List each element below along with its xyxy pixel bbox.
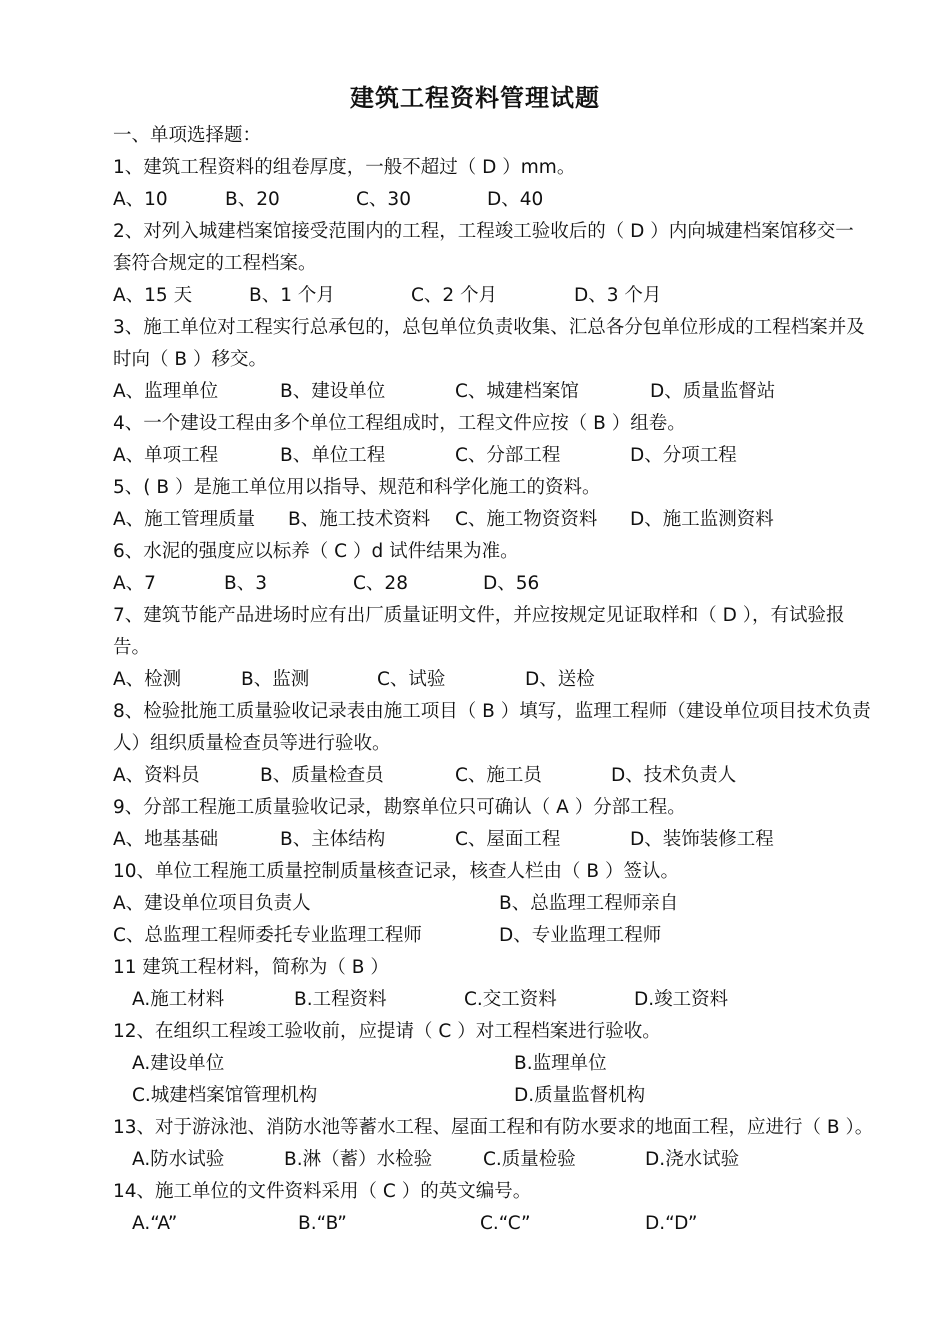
q6-option-a: A、7 xyxy=(113,573,156,594)
q14-option-c: C.“C” xyxy=(480,1213,531,1234)
q7-option-b: B、监测 xyxy=(241,669,310,690)
q4-option-d: D、分项工程 xyxy=(630,445,737,466)
q7-option-d: D、送检 xyxy=(525,669,595,690)
q13-option-c: C.质量检验 xyxy=(483,1149,576,1170)
question-2-text: 2、对列入城建档案馆接受范围内的工程，工程竣工验收后的（ D ）内向城建档案馆移交一 xyxy=(113,221,854,242)
q2-option-a: A、15 天 xyxy=(113,285,193,306)
question-3-text-cont: 时向（ B ）移交。 xyxy=(113,349,267,370)
question-2-text-cont: 套符合规定的工程档案。 xyxy=(113,253,317,274)
q4-option-c: C、分部工程 xyxy=(455,445,561,466)
q4-option-b: B、单位工程 xyxy=(280,445,386,466)
q11-option-c: C.交工资料 xyxy=(464,989,557,1010)
q12-option-c: C.城建档案馆管理机构 xyxy=(132,1085,318,1106)
q1-option-d: D、40 xyxy=(487,189,544,210)
question-11-text: 11 建筑工程材料，简称为（ B ） xyxy=(113,957,389,978)
q2-option-d: D、3 个月 xyxy=(574,285,662,306)
question-6-text: 6、水泥的强度应以标养（ C ）d 试件结果为准。 xyxy=(113,541,519,562)
question-7-text-cont: 告。 xyxy=(113,637,151,658)
question-7-text: 7、建筑节能产品进场时应有出厂质量证明文件，并应按规定见证取样和（ D ），有试验报 xyxy=(113,605,845,626)
q11-option-a: A.施工材料 xyxy=(132,989,225,1010)
question-8-text-cont: 人）组织质量检查员等进行验收。 xyxy=(113,733,391,754)
q3-option-a: A、监理单位 xyxy=(113,381,219,402)
q6-option-c: C、28 xyxy=(353,573,408,594)
q10-option-b: B、总监理工程师亲自 xyxy=(499,893,679,914)
q14-option-b: B.“B” xyxy=(298,1213,347,1234)
q8-option-b: B、质量检查员 xyxy=(260,765,384,786)
q5-option-a: A、施工管理质量 xyxy=(113,509,256,530)
q10-option-c: C、总监理工程师委托专业监理工程师 xyxy=(113,925,422,946)
q10-option-d: D、专业监理工程师 xyxy=(499,925,662,946)
q2-option-b: B、1 个月 xyxy=(249,285,335,306)
q13-option-a: A.防水试验 xyxy=(132,1149,225,1170)
q2-option-c: C、2 个月 xyxy=(411,285,498,306)
q5-option-d: D、施工监测资料 xyxy=(630,509,774,530)
question-5-text: 5、( B ）是施工单位用以指导、规范和科学化施工的资料。 xyxy=(113,477,601,498)
question-3-text: 3、施工单位对工程实行总承包的，总包单位负责收集、汇总各分包单位形成的工程档案并及 xyxy=(113,317,865,338)
q1-option-b: B、20 xyxy=(225,189,280,210)
q11-option-d: D.竣工资料 xyxy=(634,989,729,1010)
question-14-text: 14、施工单位的文件资料采用（ C ）的英文编号。 xyxy=(113,1181,532,1202)
question-4-text: 4、一个建设工程由多个单位工程组成时，工程文件应按（ B ）组卷。 xyxy=(113,413,686,434)
q9-option-b: B、主体结构 xyxy=(280,829,386,850)
q8-option-a: A、资料员 xyxy=(113,765,200,786)
q1-option-a: A、10 xyxy=(113,189,168,210)
q10-option-a: A、建设单位项目负责人 xyxy=(113,893,311,914)
q4-option-a: A、单项工程 xyxy=(113,445,219,466)
q7-option-a: A、检测 xyxy=(113,669,182,690)
question-9-text: 9、分部工程施工质量验收记录，勘察单位只可确认（ A ）分部工程。 xyxy=(113,797,686,818)
question-8-text: 8、检验批施工质量验收记录表由施工项目（ B ）填写，监理工程师（建设单位项目技术负责 xyxy=(113,701,871,722)
question-13-text: 13、对于游泳池、消防水池等蓄水工程、屋面工程和有防水要求的地面工程，应进行（ B ）。 xyxy=(113,1117,874,1138)
q8-option-c: C、施工员 xyxy=(455,765,542,786)
q14-option-d: D.“D” xyxy=(645,1213,698,1234)
q14-option-a: A.“A” xyxy=(132,1213,178,1234)
question-12-text: 12、在组织工程竣工验收前，应提请（ C ）对工程档案进行验收。 xyxy=(113,1021,661,1042)
q8-option-d: D、技术负责人 xyxy=(611,765,737,786)
q9-option-a: A、地基基础 xyxy=(113,829,219,850)
q11-option-b: B.工程资料 xyxy=(294,989,387,1010)
q1-option-c: C、30 xyxy=(356,189,411,210)
question-1-text: 1、建筑工程资料的组卷厚度，一般不超过（ D ）mm。 xyxy=(113,157,576,178)
q13-option-d: D.浇水试验 xyxy=(645,1149,740,1170)
q12-option-a: A.建设单位 xyxy=(132,1053,225,1074)
q9-option-d: D、装饰装修工程 xyxy=(630,829,774,850)
q7-option-c: C、试验 xyxy=(377,669,446,690)
q12-option-b: B.监理单位 xyxy=(514,1053,607,1074)
q9-option-c: C、屋面工程 xyxy=(455,829,561,850)
question-10-text: 10、单位工程施工质量控制质量核查记录，核查人栏由（ B ）签认。 xyxy=(113,861,679,882)
q3-option-b: B、建设单位 xyxy=(280,381,386,402)
q3-option-d: D、质量监督站 xyxy=(650,381,776,402)
q3-option-c: C、城建档案馆 xyxy=(455,381,579,402)
q12-option-d: D.质量监督机构 xyxy=(514,1085,646,1106)
page-title: 建筑工程资料管理试题 xyxy=(350,84,600,112)
q13-option-b: B.淋（蓄）水检验 xyxy=(284,1149,433,1170)
q5-option-c: C、施工物资资料 xyxy=(455,509,598,530)
section-heading: 一、单项选择题： xyxy=(113,125,262,146)
q5-option-b: B、施工技术资料 xyxy=(288,509,431,530)
q6-option-b: B、3 xyxy=(224,573,267,594)
q6-option-d: D、56 xyxy=(483,573,540,594)
